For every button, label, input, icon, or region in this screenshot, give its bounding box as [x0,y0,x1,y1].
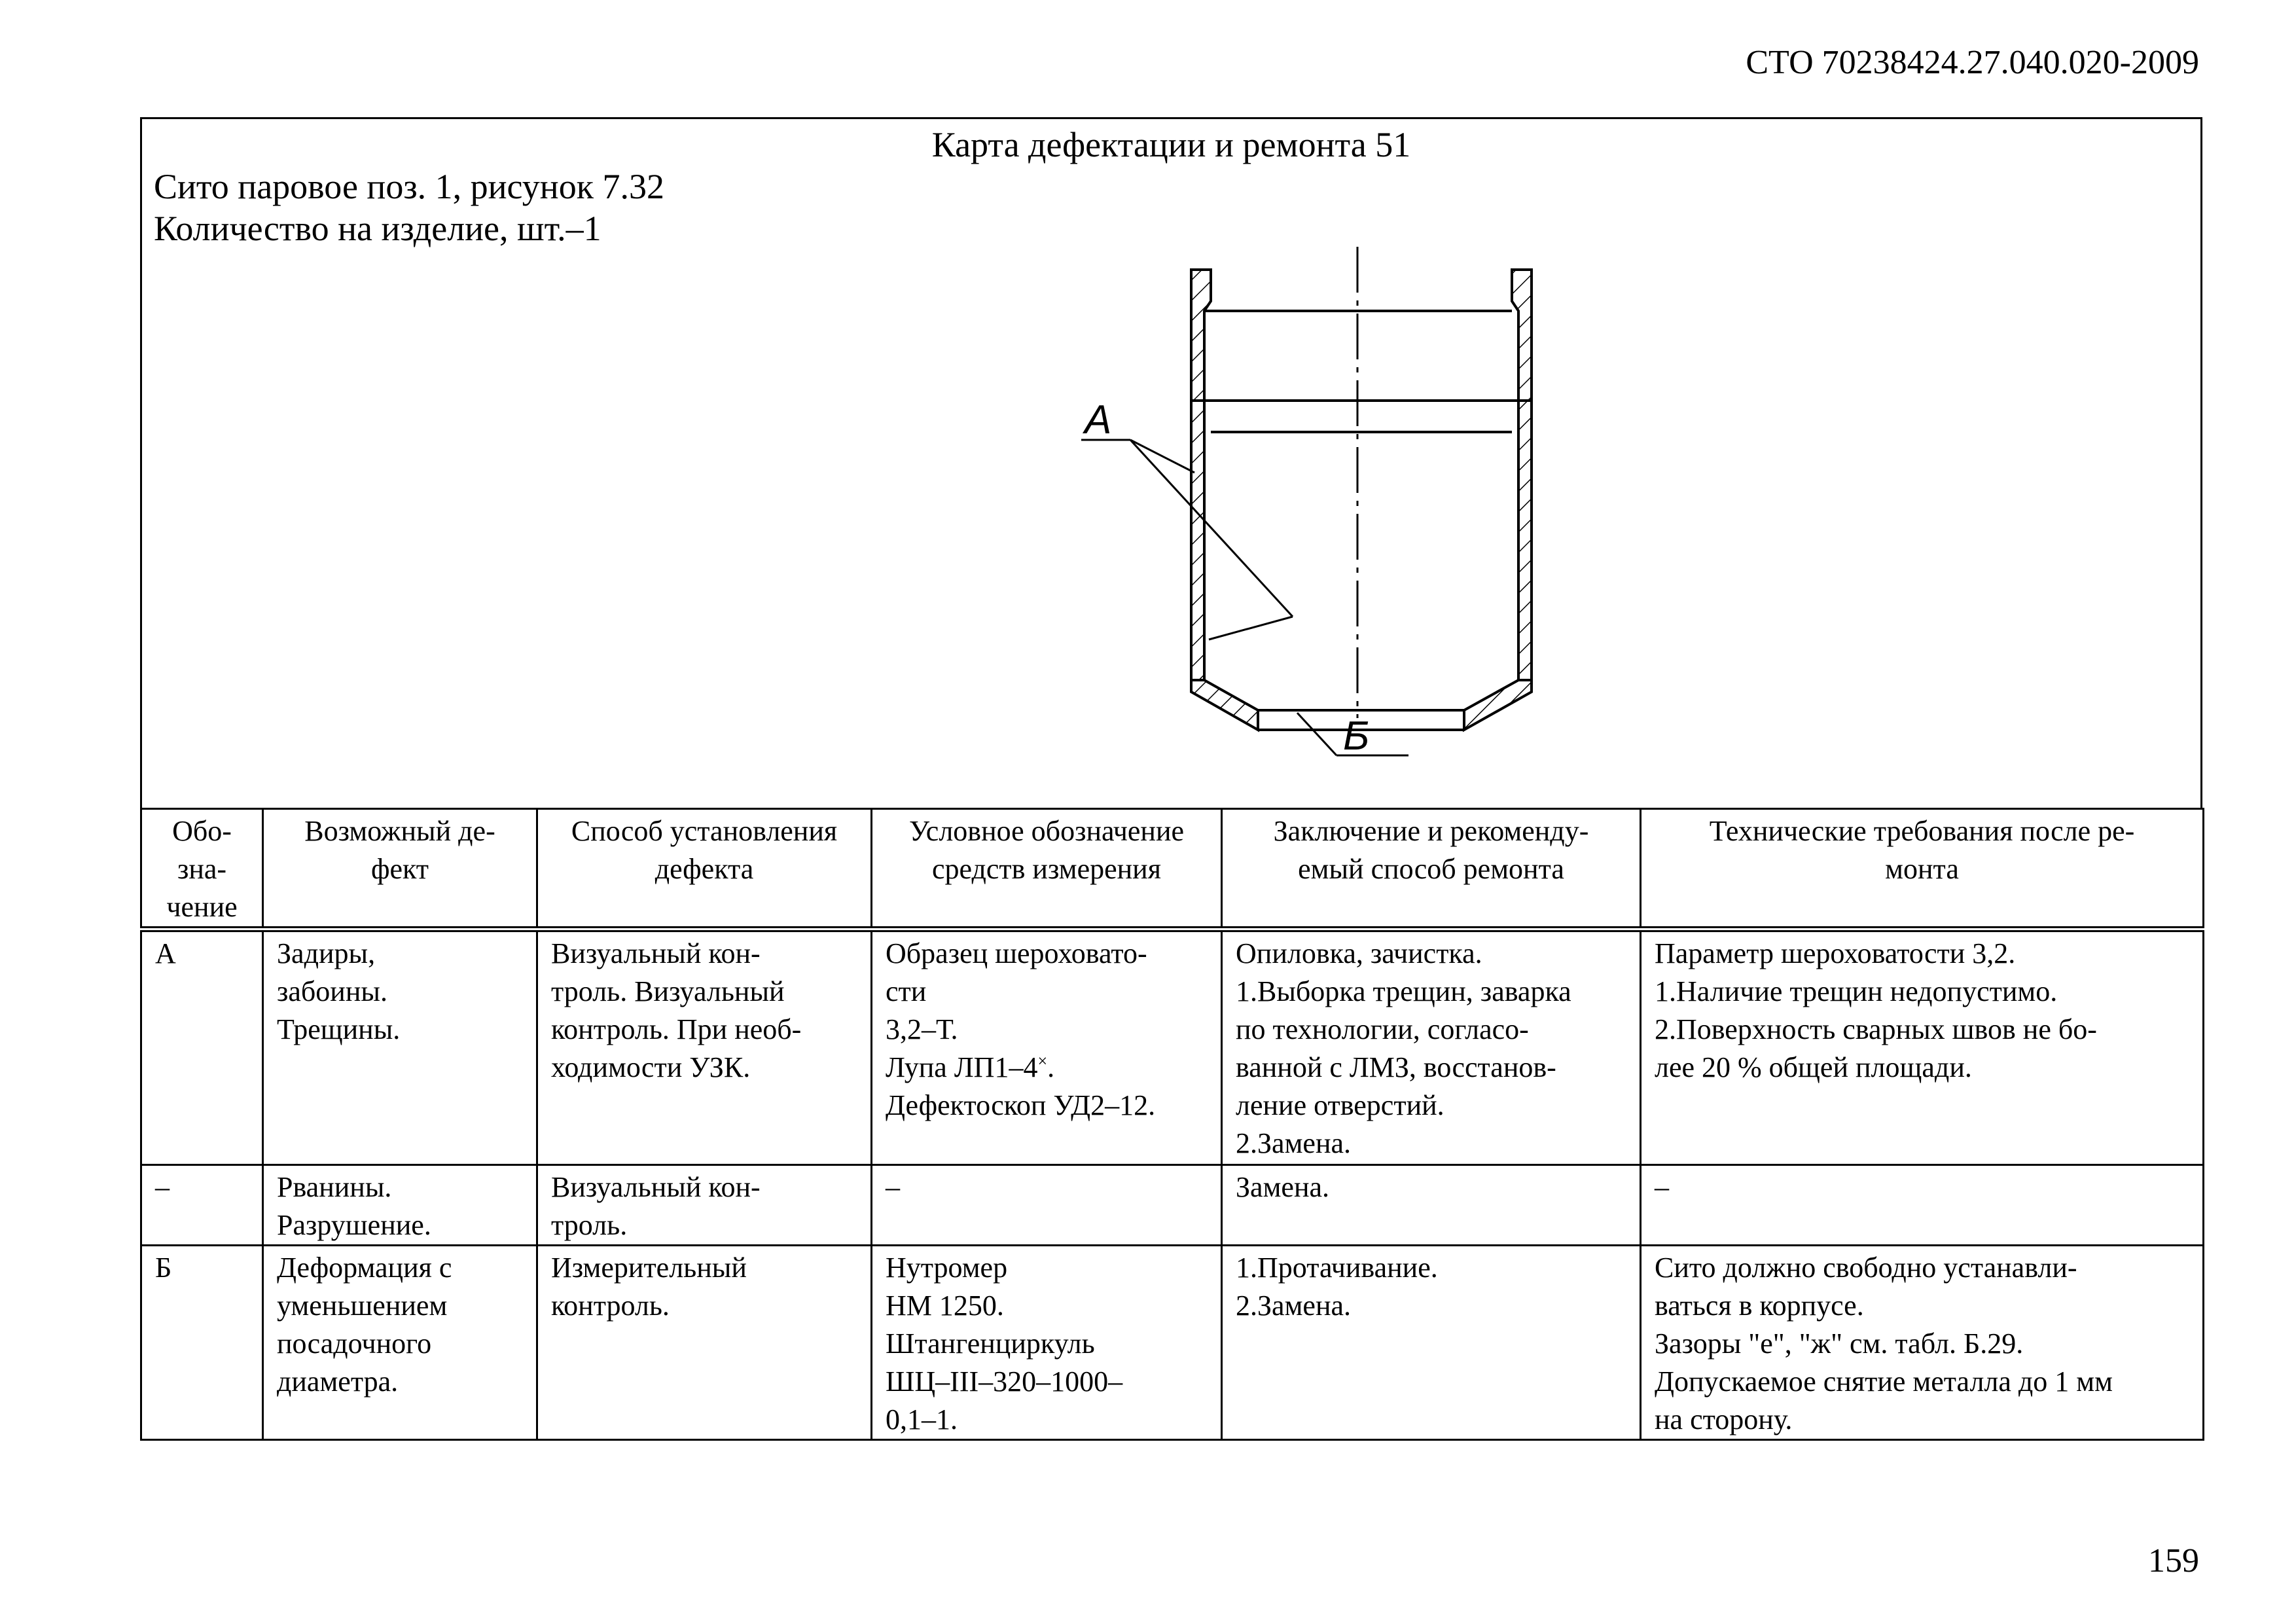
quantity-line: Количество на изделие, шт.–1 [154,209,601,248]
header-method: Способ установления дефекта [537,809,872,929]
requirements-cell: Сито должно свободно устанавли- ваться в корпусе. Зазоры "е", "ж" см. табл. Б.29. Допускаемое снятие металла до 1 мм на сторону. [1641,1246,2204,1440]
steam-sieve-drawing [927,247,1647,810]
designation-cell: Б [141,1246,263,1440]
bottom-right-chamfer [1464,680,1532,730]
left-wall-section [1191,270,1211,680]
method-cell: Измерительный контроль. [537,1246,872,1440]
defect-cell: Деформация с уменьшением посадочного диаметра. [263,1246,537,1440]
designation-cell: – [141,1165,263,1246]
page-number: 159 [2148,1542,2199,1579]
header-designation: Обо- зна- чение [141,809,263,929]
instruments-cell: Нутромер НМ 1250. Штангенциркуль ШЦ–III–320–1000– 0,1–1. [872,1246,1222,1440]
defect-card-frame [140,117,2202,808]
conclusion-cell: Опиловка, зачистка. 1.Выборка трещин, заварка по технологии, согласо- ванной с ЛМЗ, восстанов- ление отверстий. 2.Замена. [1222,929,1641,1165]
requirements-cell: Параметр шероховатости 3,2. 1.Наличие трещин недопустимо. 2.Поверхность сварных швов не бо- лее 20 % общей площади. [1641,929,2204,1165]
part-name: Сито паровое поз. 1, рисунок 7.32 [154,167,664,206]
defect-table [140,808,2204,1441]
table-header-row [141,809,2204,929]
defect-cell: Задиры, забоины. Трещины. [263,929,537,1165]
document-code: СТО 70238424.27.040.020-2009 [1746,44,2199,81]
label-a: А [1085,397,1112,442]
label-b: Б [1343,713,1370,759]
header-requirements: Технические требования после ре- монта [1641,809,2204,929]
instruments-cell: – [872,1165,1222,1246]
instruments-cell: Образец шероховато- сти 3,2–Т. Лупа ЛП1–4×. Дефектоскоп УД2–12. [872,929,1222,1165]
defect-cell: Рванины. Разрушение. [263,1165,537,1246]
header-defect: Возможный де- фект [263,809,537,929]
leader-b [1297,713,1336,755]
card-title: Карта дефектации и ремонта 51 [931,125,1411,164]
right-wall-section [1512,270,1532,680]
method-cell: Визуальный кон- троль. [537,1165,872,1246]
conclusion-cell: Замена. [1222,1165,1641,1246]
table-row [141,929,2204,1165]
table-row [141,1246,2204,1440]
header-instruments: Условное обозначение средств измерения [872,809,1222,929]
header-conclusion: Заключение и рекоменду- емый способ ремонта [1222,809,1641,929]
conclusion-cell: 1.Протачивание. 2.Замена. [1222,1246,1641,1440]
requirements-cell: – [1641,1165,2204,1246]
table-row [141,1165,2204,1246]
designation-cell: А [141,929,263,1165]
bottom-left-chamfer [1191,680,1258,730]
method-cell: Визуальный кон- троль. Визуальный контроль. При необ- ходимости УЗК. [537,929,872,1165]
